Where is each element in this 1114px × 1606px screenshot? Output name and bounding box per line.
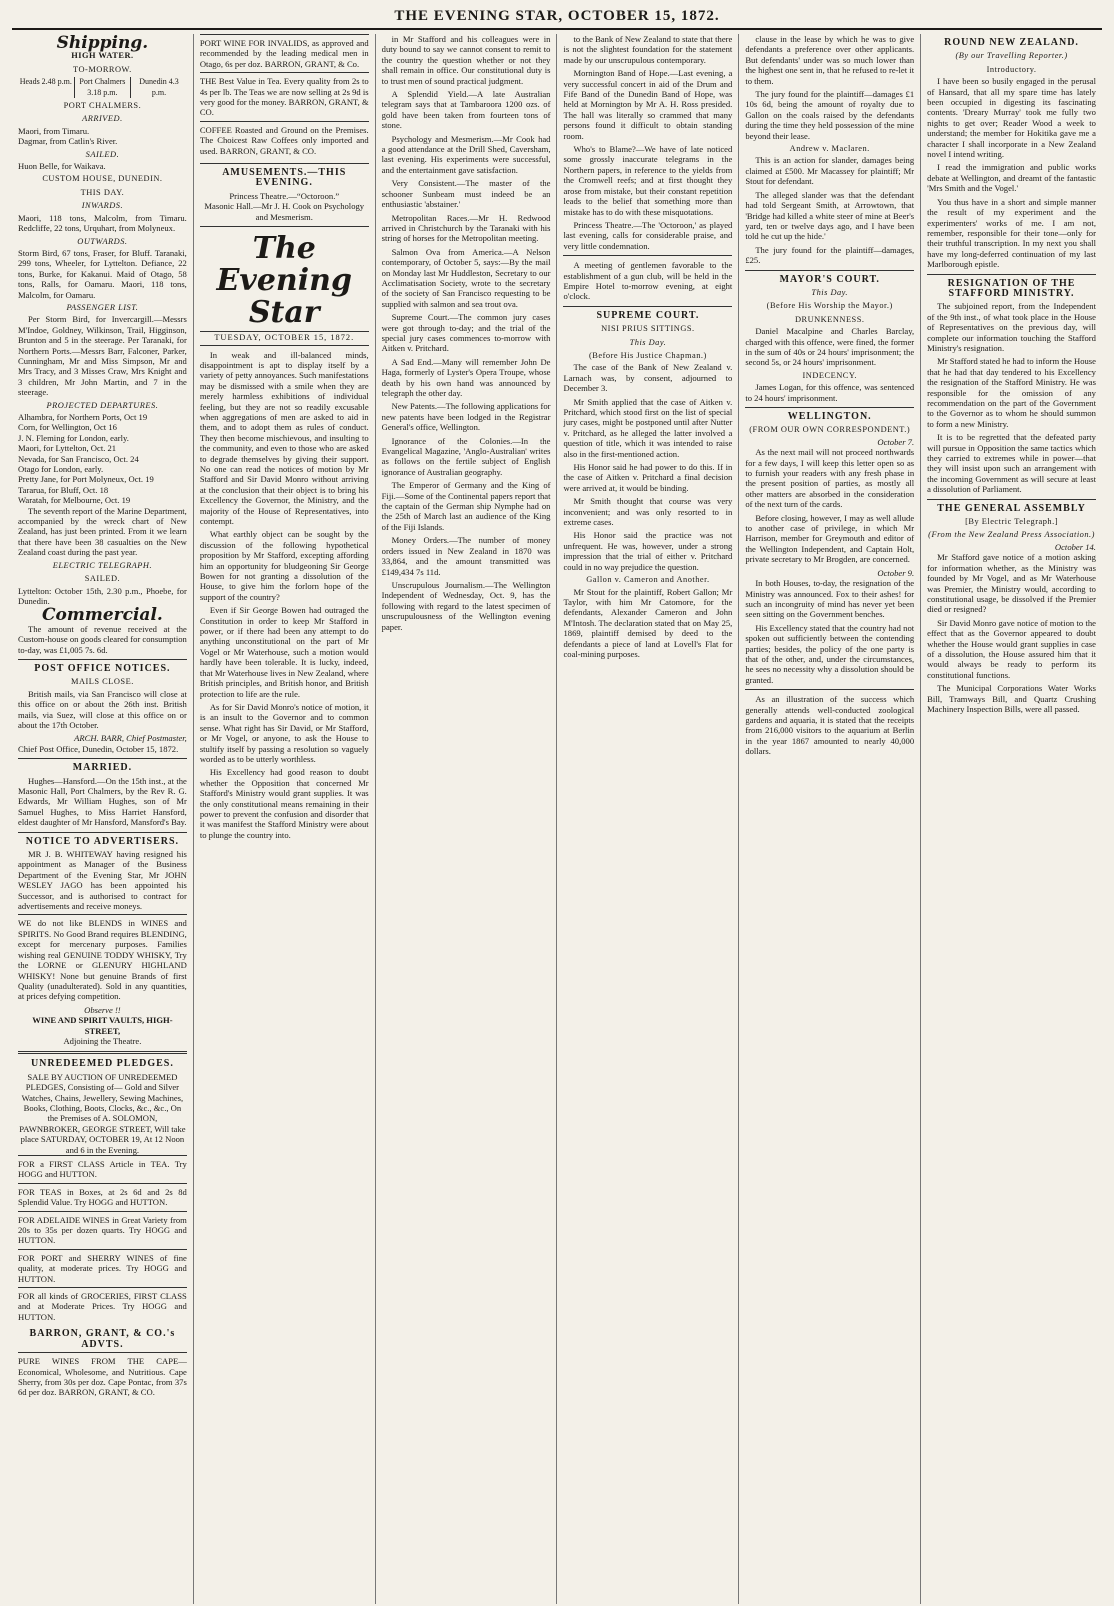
marine-report: The seventh report of the Marine Department, accompanied by the wreck chart of New Zealand, has just been printed. From it we learn that there have been 38 casualties on the New Zealand coast during the past year.: [18, 505, 187, 558]
postmaster-signature: ARCH. BARR, Chief Postmaster,: [74, 733, 187, 744]
masthead: THE EVENING STAR, OCTOBER 15, 1872.: [12, 8, 1102, 30]
observe-label: Observe !!: [84, 1004, 121, 1015]
nisi-prius-heading: NISI PRIUS SITTINGS.: [601, 324, 695, 334]
port-wine-ad: PORT WINE FOR INVALIDS, as approved and recommended by the leading medical men in Otago, 6s per doz. BARRON, GRANT, & Co.: [200, 34, 369, 72]
evening-star-title: The Evening Star: [216, 231, 352, 331]
resignation-paragraph: It is to be regretted that the defeated party will pursue in Opposition the same tactics which they carried to extremes while in power—that they will insist upon such an arrangement with the incoming Government as will secure at least a dissolution of Parliament.: [927, 432, 1096, 495]
indecency-text: James Logan, for this offence, was sentenced to 24 hours' imprisonment.: [745, 382, 915, 403]
column-1: [12, 34, 194, 1604]
passenger-list-heading: PASSENGER LIST.: [66, 302, 139, 312]
wellington-paragraph: His Excellency stated that the country had not spoken out sufficiently between the contending parties; besides, the policy of the one party is that of the other, and, under the circumstances, he sees no necessity why a dissolution should be granted.: [745, 622, 915, 685]
projected-heading: PROJECTED DEPARTURES.: [46, 400, 159, 410]
resignation-heading: RESIGNATION OF THE STAFFORD MINISTRY.: [947, 277, 1076, 299]
news-paragraph: Very Consistent.—The master of the schooner Sunbeam must indeed be an enthusiastic 'abstainer.': [381, 178, 551, 210]
case-title: Andrew v. Maclaren.: [789, 144, 870, 154]
customs-heading: CUSTOM HOUSE, DUNEDIN.: [42, 174, 163, 184]
divider: [18, 1051, 187, 1054]
news-paragraph: Who's to Blame?—We have of late noticed some grossly inaccurate telegrams in the Northern papers, in reference to the yields from the Cromwell reefs; and at first thought they arose from mistake, but their constant repetition leads to the belief that something more than mistake has to do with these misquotations.: [563, 144, 733, 217]
court-paragraph: Mr Stout for the plaintiff, Robert Gallon; Mr Taylor, with him Mr Catomore, for the defendants, Alexander Cameron and John M'Intosh. The declaration stated that on May 25, 1869, plaintiff demised by deed to the defendants a piece of land at Lovell's Flat for coal-mining purposes.: [563, 586, 733, 659]
divider: [563, 306, 732, 307]
mayor-before: (Before His Worship the Mayor.): [766, 301, 893, 311]
nisi-before: (Before His Justice Chapman.): [589, 350, 707, 360]
editorial-paragraph: In weak and ill-balanced minds, disappointment is apt to display itself by a variety of petty annoyances. Such manifestations may be dismissed with a smile when they are merely harmless exhibitions of individual feeling, but they are not so readily excusable when aggregations of men are asked to aid in them, and to adopt them as rules of conduct. They then become mischievous, and insulting to the community, and even to those who are asked to degrade themselves by giving their support. No one can read the notices of motion by Mr Stafford and Sir David Monro without arriving at the conclusion that their object is to bring his Excellency the Governor, the Ministry, and the majority of the House of Representatives, into contempt.: [199, 349, 369, 526]
court-paragraph: The case of the Bank of New Zealand v. Larnach was, by consent, adjourned to December 3.: [563, 362, 733, 394]
wellington-paragraph: Before closing, however, I may as well allude to another case of privilege, in which Mr Harrison, member for Greymouth and editor of the Wellington Independent, and Captain Holt, private secretary to Mr Brogden, are concerned.: [745, 512, 915, 565]
tide-dunedin: Dunedin 4.3 p.m.: [130, 77, 187, 98]
wellington-paragraph: As the next mail will not proceed northwards for a few days, I will keep this letter open so as to furnish your readers with any fresh phase in the present position of parties, as mostly all other matters are absorbed in the consideration of the next turn of the cards.: [745, 447, 915, 510]
amusement-item: Masonic Hall.—Mr J. H. Cook on Psychology and Mesmerism.: [204, 201, 365, 222]
passenger-text: Per Storm Bird, for Invercargill.—Messrs M'Indoe, Goldney, Wilkinson, Trail, Higginson, Brunton and 5 in the steerage. Per Taranaki, for Northern Ports.—Messrs Barr, Falconer, Parker, Cunningham, Mr and Miss Simpson, Mr and Mrs Tracy, and 3 Misses Craw, Mrs Knight and 3 children, Mr John Martin, and 7 in the steerage.: [18, 314, 187, 398]
resignation-paragraph: The subjoined report, from the Independent of the 9th inst., of what took place in the House of Representatives on the previous day, will complete our information touching the Stafford Ministry's resignation.: [927, 301, 1096, 353]
court-paragraph: His Honor said the practice was not unfrequent. He was, however, under a strong impression that the trial of either v. Pritchard could in no way prejudice the question.: [563, 530, 733, 572]
news-paragraph: Salmon Ova from America.—A Nelson contemporary, of October 5, says:—By the mail on Monday last Mr Huddleston, Secretary to our Acclimatisation Society, wrote to the secretary of the society of San Francisco requesting to be supplied with salmon and sea trout ova.: [381, 246, 551, 309]
barron-ads-heading: BARRON, GRANT, & CO.'s ADVTS.: [29, 1328, 176, 1350]
shipping-title: Shipping.: [56, 34, 149, 53]
court-paragraph: His Honor said he had power to do this. If in the case of Aitken v. Pritchard a final decision were arrived at, it would be binding.: [563, 462, 733, 493]
news-paragraph: The alleged slander was that the defendant had told Sergeant Smith, at Arrowtown, that 'Bridge had killed a white steer of mine at Beer's yard, ten or twelve days ago, and I have been told he cut up the hide.': [745, 189, 915, 242]
amusement-item: Princess Theatre.—“Octoroon.”: [229, 190, 340, 201]
news-paragraph: A Splendid Yield.—A late Australian telegram says that at Tambaroora 1200 ozs. of gold have been taken from fourteen tons of stone.: [381, 89, 551, 131]
news-paragraph: A Sad End.—Many will remember John De Haga, formerly of Lyster's Opera Troupe, whose death by his own hand was announced by telegraph the other day.: [381, 356, 551, 398]
vaults-sub: Adjoining the Theatre.: [63, 1035, 142, 1046]
mayor-day: This Day.: [811, 287, 849, 297]
outwards-text: Storm Bird, 67 tons, Fraser, for Bluff. Taranaki, 299 tons, Wheeler, for Lyttelton. Defiance, 22 tons, Burke, for Kakanui. Maid of Otago, 58 tons, Ralls, for Oamaru. Maori, 118 tons, Malcolm, for Oamaru.: [18, 247, 187, 300]
news-paragraph: The jury found for the plaintiff—damages £1 10s 6d, being the amount of royalty due to Gallon on the coals raised by the defendants during the time they held possession of the mine beyond their lease.: [745, 89, 915, 141]
nisi-day: This Day.: [629, 337, 667, 347]
indecency-heading: INDECENCY.: [802, 370, 857, 380]
mails-text: British mails, via San Francisco will close at this office on or about the 26th inst. British mails, via Suez, will close at this office on or about the 17th October.: [18, 688, 187, 730]
hogg-ad: FOR ADELAIDE WINES in Great Variety from 20s to 35s per dozen quarts. Try HOGG and HUTTON.: [18, 1211, 187, 1249]
drunkenness-text: Daniel Macalpine and Charles Barclay, charged with this offence, were fined, the former in the sum of 40s or 24 hours' imprisonment; the second 5s, or 24 hours' imprisonment.: [745, 326, 915, 368]
hogg-ad: FOR all kinds of GROCERIES, FIRST CLASS and at Moderate Prices. Try HOGG and HUTTON.: [18, 1287, 187, 1325]
supreme-court-heading: SUPREME COURT.: [596, 309, 700, 321]
editorial-paragraph: What earthly object can be sought by the discussion of the following hypothetical proposition by Mr Stafford, excepting affording him an opportunity for bludgeoning Sir George Bowen for not granting a dissolution of the House, to give him the forlorn hope of the support of the country?: [199, 529, 369, 602]
news-paragraph: clause in the lease by which he was to give defendants a preference over other applicants. But defendants' under was so much lower than the highest one sent in, that he refused to re-let it to them.: [745, 34, 915, 86]
list-item: J. N. Fleming for London, early.: [18, 432, 129, 443]
news-paragraph: Princess Theatre.—The 'Octoroon,' as played last evening, calls for considerable praise, and very little condemnation.: [563, 219, 733, 251]
married-heading: MARRIED.: [72, 762, 133, 774]
port-chalmers-heading: PORT CHALMERS.: [63, 101, 142, 111]
high-water-heading: HIGH WATER.: [71, 51, 134, 61]
news-paragraph: As an illustration of the success which generally attends well-conducted zoological gardens and aquaria, it is stated that the receipts from 216,000 visitors to the aquarium at Berlin in the year 1867 amounted to nearly 40,000 dollars.: [745, 694, 915, 757]
news-paragraph: Unscrupulous Journalism.—The Wellington Independent of Wednesday, Oct. 9, has the following with regard to the latest specimen of unscrupulousness of the Wellington evening paper.: [381, 579, 551, 632]
editorial-paragraph: As for Sir David Monro's notice of motion, it is an insult to the Governor and to common sense. What right has Sir David, or Mr Stafford, or Mr Vogel, or anyone, to ask the House to stultify itself by passing a resolution so vaguely worded as to be utterly worthless.: [199, 701, 369, 764]
married-text: Hughes—Hansford.—On the 15th inst., at the Masonic Hall, Port Chalmers, by the Rev R. G. Edwards, Mr William Hughes, son of Mr Samuel Hughes, to Miss Harriet Hansford, eldest daughter of Mr Hansford, Mansford's Bay.: [18, 775, 187, 828]
projected-list: [18, 412, 187, 506]
drunkenness-heading: DRUNKENNESS.: [794, 314, 865, 324]
divider: [745, 407, 914, 408]
list-item: Waratah, for Melbourne, Oct. 19: [18, 495, 131, 506]
divider: [927, 274, 1096, 275]
news-paragraph: Ignorance of the Colonies.—In the Evangelical Magazine, 'Anglo-Australian' writes as follows on the fertile subject of English ignorance of Australian geography.: [381, 435, 551, 477]
arrived-heading: ARRIVED.: [82, 114, 123, 124]
dateline: October 7.: [877, 436, 915, 447]
tide-heads: Heads 2.48 p.m.: [19, 77, 72, 87]
ga-paragraph: Sir David Monro gave notice of motion to the effect that as the Governor appeared to doubt whether the House would grant supplies in case of a dissolution, the House assured him that it would always be ready to perform its constitutional functions.: [927, 617, 1096, 680]
post-office-date: Chief Post Office, Dunedin, October 15, 1872.: [18, 743, 179, 754]
coffee-ad: COFFEE Roasted and Ground on the Premises. The Choicest Raw Coffees only imported and used. BARRON, GRANT, & CO.: [200, 121, 369, 159]
news-paragraph: The jury found for the plaintiff—damages, £25.: [745, 244, 915, 266]
news-paragraph: Mornington Band of Hope.—Last evening, a very successful concert in aid of the Drum and Fife Band of the Dunedin Band of Hope, was held at Mornington by Mr A. H. Ross presided. The hall was literally so crammed that many persons found it difficult to obtain standing room.: [563, 68, 733, 141]
round-nz-byline: (By our Travelling Reporter.): [955, 51, 1068, 61]
column-3: [376, 34, 558, 1604]
cape-wines-ad: PURE WINES FROM THE CAPE—Economical, Wholesome, and Nutritious. Cape Sherry, from 30s per doz. Cape Pontac, from 37s 6d per doz. BARRON, GRANT, & CO.: [18, 1352, 187, 1401]
introductory-label: Introductory.: [986, 64, 1037, 74]
news-paragraph: in Mr Stafford and his colleagues were in duty bound to say we cannot consent to remit to the country the question whether or not they shall remain in office. Our constitutional duty is to trust men of sound practical judgment.: [381, 34, 551, 86]
general-assembly-heading: THE GENERAL ASSEMBLY: [937, 502, 1086, 514]
news-paragraph: The Emperor of Germany and the King of Fiji.—Some of the Continental papers report that the captain of the German ship Nymphe had on the 25th of March last an audience of the King of the Fiji Islands.: [381, 480, 551, 532]
court-paragraph: Mr Smith applied that the case of Aitken v. Pritchard, which stood first on the list of special jury cases, might be postponed until after Nutter v. Pritchard, as he alleged the latter involved a question of title, which it was intended to raise also in the first-mentioned action.: [563, 396, 733, 459]
list-item: Alhambra, for Northern Ports, Oct 19: [18, 412, 148, 422]
divider: [18, 832, 187, 833]
dateline: October 14.: [1054, 541, 1096, 552]
list-item: Otago for London, early.: [18, 464, 104, 475]
mails-close-heading: MAILS CLOSE.: [71, 677, 134, 687]
wellington-from: (FROM OUR OWN CORRESPONDENT.): [749, 425, 911, 435]
telegraph-sailed: SAILED.: [84, 574, 121, 584]
tide-port-chalmers: Port Chalmers 3.18 p.m.: [74, 77, 131, 98]
sailed-line: Huon Belle, for Waikava.: [18, 161, 106, 172]
telegraph-text: Lyttelton: October 15th, 2.30 p.m., Phoebe, for Dunedin.: [18, 585, 187, 606]
ga-from: (From the New Zealand Press Association.): [928, 530, 1095, 540]
divider: [745, 689, 914, 690]
whiteway-notice: MR J. B. WHITEWAY having resigned his appointment as Manager of the Business Department of the Evening Star, Mr JOHN WESLEY JAGO has been appointed his Successor, and is authorised to contract for advertisements and receive moneys.: [18, 849, 187, 912]
news-paragraph: Metropolitan Races.—Mr H. Redwood arrived in Christchurch by the Taranaki with his string of horses for the Metropolitan meeting.: [381, 212, 551, 244]
divider: [200, 163, 369, 164]
ga-paragraph: Mr Stafford gave notice of a motion asking for information whether, as the Ministry was founded by Mr Vogel, and as Mr Waterhouse was Premier, the Ministry would, according to constitutional usage, be dissolved if the Premier died or resigned?: [927, 552, 1096, 615]
wellington-paragraph: In both Houses, to-day, the resignation of the Ministry was announced. Fox to their ashes! for such an incongruity of mind has never yet been seen sitting on the Government benches.: [745, 578, 915, 620]
notice-advertisers-heading: NOTICE TO ADVERTISERS.: [25, 835, 180, 847]
hogg-ad: FOR a FIRST CLASS Article in TEA. Try HOGG and HUTTON.: [18, 1155, 187, 1183]
news-paragraph: Money Orders.—The number of money orders issued in New Zealand in 1870 was 33,864, and the amount transmitted was £149,434 7s 11d.: [381, 535, 551, 577]
commercial-title: Commercial.: [42, 605, 163, 626]
news-paragraph: Psychology and Mesmerism.—Mr Cook had a good attendance at the Drill Shed, Caversham, last evening. His experiments were successful, and the entertainment gave satisfaction.: [381, 133, 551, 175]
post-office-heading: POST OFFICE NOTICES.: [34, 662, 171, 674]
column-2: [194, 34, 376, 1604]
divider: [563, 255, 732, 256]
news-paragraph: This is an action for slander, damages being claimed at £500. Mr Macassey for plaintiff; Mr Stout for defendant.: [745, 155, 915, 187]
outwards-heading: OUTWARDS.: [77, 236, 128, 246]
inwards-heading: INWARDS.: [81, 201, 124, 211]
tea-ad: THE Best Value in Tea. Every quality from 2s to 4s per lb. The Teas we are now selling at 2s 9d is very good for the money. BARRON, GRANT, & CO.: [200, 72, 369, 121]
this-day-label: THIS DAY.: [80, 187, 125, 197]
column-6: [921, 34, 1102, 1604]
auction-text: SALE BY AUCTION OF UNREDEEMED PLEDGES, Consisting of— Gold and Silver Watches, Chains, Jewellery, Sewing Machines, Books, Clothing, Boots, Clocks, &c., &c., On the Premises of A. SOLOMON, PAWNBROKER, GEORGE STREET, Will take place SATURDAY, OCTOBER 19, At 12 Noon and 6 in the Evening.: [19, 1071, 186, 1155]
court-paragraph: Mr Smith thought that course was very inconvenient; and was only resorted to in extreme cases.: [563, 496, 733, 528]
divider: [745, 270, 914, 271]
telegraph-heading: ELECTRIC TELEGRAPH.: [52, 560, 153, 570]
dateline: October 9.: [877, 567, 915, 578]
list-item: Maori, for Lyttelton, Oct. 21: [18, 443, 117, 454]
list-item: Pretty Jane, for Port Molyneux, Oct. 19: [18, 474, 154, 485]
news-paragraph: New Patents.—The following applications for new patents have been lodged in the Registrar General's office, Wellington.: [381, 401, 551, 433]
column-5: [739, 34, 921, 1604]
arrived-line: Dagmar, from Catlin's River.: [18, 136, 118, 147]
hogg-ad: FOR PORT and SHERRY WINES of fine quality, at moderate prices. Try HOGG and HUTTON.: [18, 1249, 187, 1287]
list-item: Corn, for Wellington, Oct 16: [18, 422, 117, 433]
column-4: [557, 34, 739, 1604]
round-nz-paragraph: I read the immigration and public works debate at Wellington, and dreamt of the fantastic 'Mrs Smith and the Vogel.': [927, 162, 1096, 194]
arrived-line: Maori, from Timaru.: [18, 125, 90, 136]
ga-paragraph: The Municipal Corporations Water Works Bill, Tramways Bill, and Quartz Crushing Machinery Inspection Bills, were all passed.: [927, 683, 1096, 714]
list-item: Tararua, for Bluff, Oct. 18: [18, 484, 109, 495]
vaults-heading: WINE AND SPIRIT VAULTS, HIGH-STREET,: [32, 1015, 173, 1036]
news-paragraph: A meeting of gentlemen favorable to the establishment of a gun club, will be held in the Empire Hotel to-morrow evening, at eight o'clock.: [563, 260, 733, 302]
amusements-heading: AMUSEMENTS.—THIS EVENING.: [222, 167, 347, 189]
editorial-paragraph: His Excellency had good reason to doubt whether the Opposition that concerned Mr Stafford's Ministry would grant supplies. It was the only constitutional means remaining in their power to prevent the confusion and disorder that it was manifest the Stafford Ministry were about to plunge the country into.: [199, 767, 369, 840]
editorial-paragraph: Even if Sir George Bowen had outraged the Constitution in order to keep Mr Stafford in power, or if there had been any attempt to do anything unconstitutional on the part of Mr Vogel or Mr Waterhouse, such a motion would hardly have been tolerable. It is lucky, indeed, that Mr Waterhouse lives in New Zealand, where British principles, and British honor, and British protection to life are the rule.: [199, 605, 369, 699]
wellington-heading: WELLINGTON.: [787, 411, 872, 422]
case-title: Gallon v. Cameron and Another.: [586, 575, 710, 585]
divider: [200, 226, 369, 227]
sailed-heading: SAILED.: [85, 149, 120, 159]
news-paragraph: Supreme Court.—The common jury cases were got through to-day; and the trial of the special jury cases commences to-morrow with Aitken v. Pritchard.: [381, 312, 551, 354]
hogg-ad: FOR TEAS in Boxes, at 2s 6d and 2s 8d Splendid Value. Try HOGG and HUTTON.: [18, 1183, 187, 1211]
tomorrow-label: TO-MORROW.: [73, 64, 132, 74]
inwards-text: Maori, 118 tons, Malcolm, from Timaru. Redcliffe, 22 tons, Urquhart, from Molyneux.: [18, 212, 187, 234]
commercial-text: The amount of revenue received at the Custom-house on goods cleared for consumption to-day, was £1,005 7s. 6d.: [18, 623, 187, 655]
divider: [18, 659, 187, 660]
round-nz-paragraph: I have been so busily engaged in the perusal of Hansard, that all my spare time has lately been occupied in digesting its fascinating contents. 'Dreary Murray' took me fully two nights to get over; Reader Wood a week to understand; the member for Hokitika gave me a character I shall incorporate in a New Zealand novel I intend writing.: [927, 76, 1096, 160]
list-item: Nevada, for San Francisco, Oct. 24: [18, 453, 139, 464]
unredeemed-heading: UNREDEEMED PLEDGES.: [30, 1058, 174, 1070]
blends-ad: WE do not like BLENDS in WINES and SPIRITS. No Good Brand requires BLENDING, except for mercenary purposes. Families wishing real GENUINE TODDY WHISKY, Try the LORNE or GLENURY HIGHLAND WHISKY! None but genuine Brands of first Quality (unadulterated). Sold in any quantities, at prices defying competition.: [18, 914, 187, 1004]
resignation-paragraph: Mr Stafford stated he had to inform the House that he had that day tendered to his Excellency the resignation of the Stafford Ministry. He was responsible for the omission of any recommendation on the part of the Government to the Governor as to whom he should summon to form a new Ministry.: [927, 356, 1096, 429]
mayors-court-heading: MAYOR'S COURT.: [779, 273, 880, 285]
ga-byline: [By Electric Telegraph.]: [965, 517, 1058, 527]
columns: [12, 34, 1102, 1604]
issue-date: TUESDAY, OCTOBER 15, 1872.: [200, 331, 369, 345]
round-nz-paragraph: You thus have in a short and simple manner the result of my experiment and the experimenters' works of me. I am not, remember, responsible for their tone—only for their truthful transcription. In my next you shall have my long-deferred continuation of my last Marlborough epistle.: [927, 196, 1096, 270]
round-nz-heading: ROUND NEW ZEALAND.: [944, 37, 1079, 48]
divider: [18, 758, 187, 759]
divider: [927, 499, 1096, 500]
news-paragraph: to the Bank of New Zealand to state that there is not the slightest foundation for the statement made by our unscrupulous contemporary.: [563, 34, 733, 65]
tide-times: [18, 77, 187, 98]
